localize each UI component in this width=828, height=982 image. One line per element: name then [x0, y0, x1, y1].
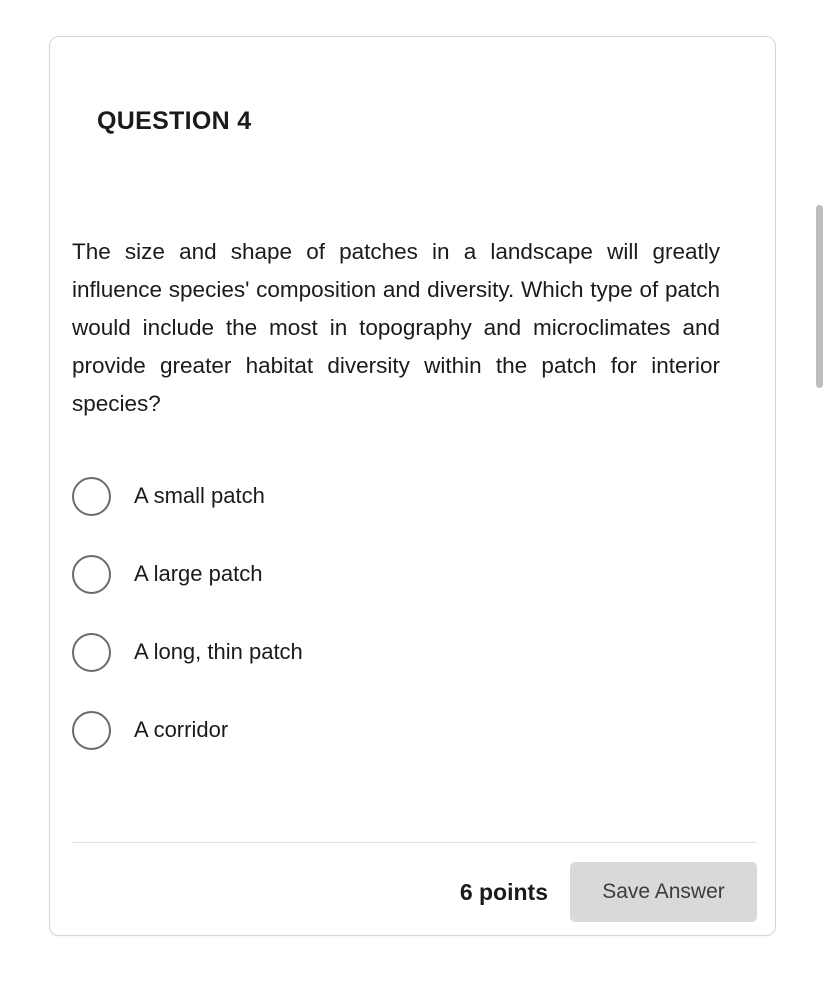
answer-option-2[interactable]: [72, 535, 732, 613]
answer-option-label: A long, thin patch: [134, 639, 303, 664]
save-answer-button[interactable]: Save Answer: [570, 862, 757, 922]
radio-button-icon[interactable]: [72, 711, 111, 750]
answer-options-list: [72, 457, 732, 769]
question-footer: [71, 857, 757, 927]
radio-button-icon[interactable]: [72, 477, 111, 516]
answer-option-label: A small patch: [134, 483, 265, 508]
points-value: 6 points: [459, 878, 548, 905]
answer-option-1[interactable]: [72, 457, 732, 535]
question-number-heading: QUESTION 4: [97, 107, 252, 135]
question-prompt-text: The size and shape of patches in a landscape will greatly influence species' composition and diversity. Which type of patch would include the most in topography and microclimates and provide greater habitat diversity within the patch for interior species?: [72, 239, 720, 416]
page-scrollbar-thumb[interactable]: [816, 205, 823, 388]
question-card: [49, 36, 776, 936]
footer-divider: [71, 842, 757, 843]
answer-option-label: A corridor: [134, 717, 229, 742]
answer-option-4[interactable]: [72, 691, 732, 769]
radio-button-icon[interactable]: [72, 633, 111, 672]
radio-button-icon[interactable]: [72, 555, 111, 594]
answer-option-label: A large patch: [134, 561, 263, 586]
answer-option-3[interactable]: [72, 613, 732, 691]
page-scrollbar-track[interactable]: [816, 0, 823, 982]
